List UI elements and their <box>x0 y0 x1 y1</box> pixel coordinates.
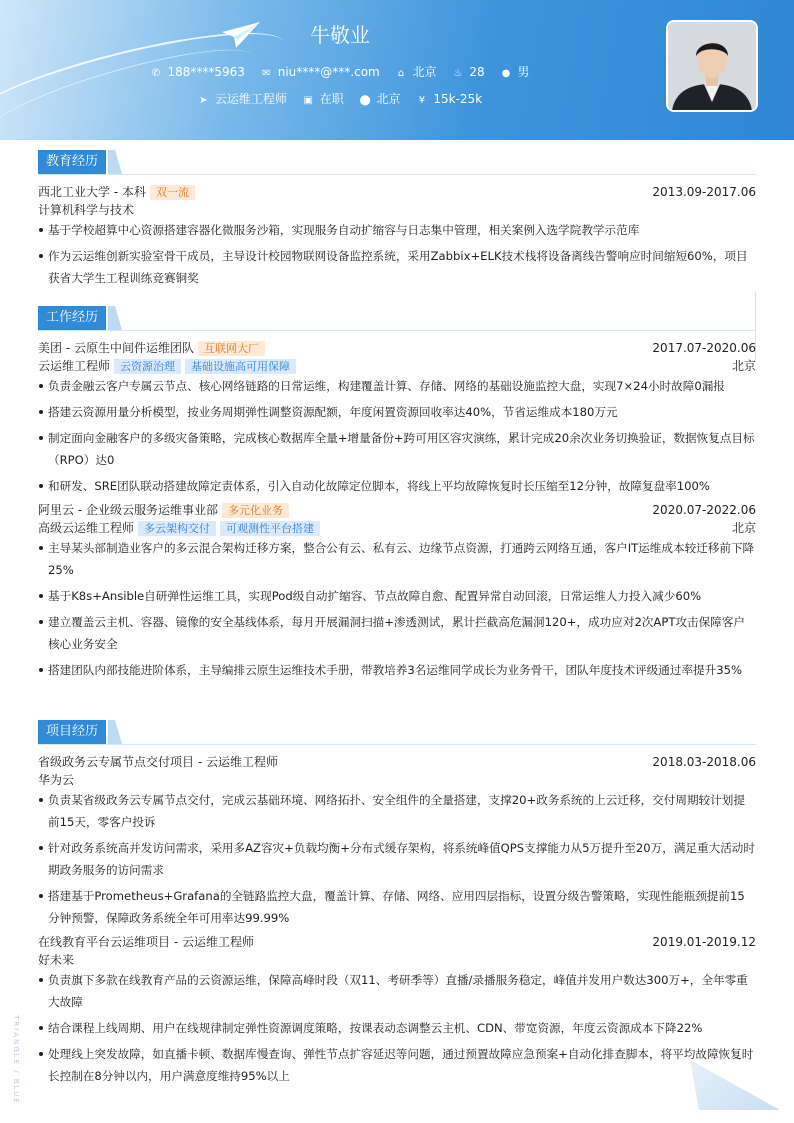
list-item: 搭建基于Prometheus+Grafana的全链路监控大盘，覆盖计算、存储、网络、应用四层指标，设置分级告警策略，实现性能瓶颈提前15分钟预警，保障政务系统全年可用率达99.99% <box>38 885 756 929</box>
project-bullets <box>38 969 756 1087</box>
education-header-row <box>38 183 756 201</box>
project-dates: 2019.01-2019.12 <box>652 935 756 949</box>
school-name: 西北工业大学 - 本科 <box>38 185 146 199</box>
list-item: 基于学校超算中心资源搭建容器化微服务沙箱，实现服务自动扩缩容与日志集中管理，相关案例入选学院教学示范库 <box>38 219 756 241</box>
age-value: 28 <box>469 65 485 79</box>
projects-section <box>38 720 756 1091</box>
project-name: 省级政务云专属节点交付项目 - 云运维工程师 <box>38 755 278 769</box>
project-org-row <box>38 771 756 789</box>
work-title-bar <box>38 306 756 331</box>
project-dates: 2018.03-2018.06 <box>652 755 756 769</box>
phone-icon: ✆ <box>151 68 161 79</box>
send-icon: ➤ <box>199 95 208 106</box>
position-item <box>198 90 287 107</box>
position-value: 云运维工程师 <box>214 92 287 106</box>
list-item: 负责某省级政务云专属节点交付，完成云基础环境、网络拓扑、安全组件的全量搭建，支撑20+政务系统的上云迁移，交付周期较计划提前15天，零客户投诉 <box>38 789 756 833</box>
gender-icon: ● <box>501 68 511 79</box>
project-org: 华为云 <box>38 773 75 787</box>
location-value: 北京 <box>376 92 401 106</box>
home-icon: ⌂ <box>397 68 405 79</box>
briefcase-icon: ▣ <box>303 95 313 106</box>
age-item <box>452 65 484 79</box>
job-dates: 2020.07-2022.06 <box>652 503 756 517</box>
projects-title: 项目经历 <box>38 720 106 744</box>
major-row <box>38 201 756 219</box>
role-tag: 基础设施高可用保障 <box>185 359 296 374</box>
job-city: 北京 <box>731 521 756 535</box>
project-org: 好未来 <box>38 953 75 967</box>
education-title: 教育经历 <box>38 150 106 174</box>
job-role-row <box>38 519 756 537</box>
project-org-row <box>38 951 756 969</box>
education-title-bar <box>38 150 756 175</box>
job-bullets <box>38 537 756 681</box>
job-dates: 2017.07-2020.06 <box>652 341 756 355</box>
project-bullets <box>38 789 756 929</box>
money-icon: ¥ <box>418 95 426 106</box>
work-title: 工作经历 <box>38 306 106 330</box>
candidate-name: 牛敬业 <box>310 23 370 47</box>
city-item <box>396 63 437 80</box>
location-pin-icon: ⬤ <box>359 95 371 106</box>
contact-row <box>0 63 680 80</box>
location-item <box>360 90 401 107</box>
list-item: 制定面向金融客户的多级灾备策略，完成核心数据库全量+增量备份+跨可用区容灾演练，累计完成20余次业务切换验证，数据恢复点目标（RPO）达0 <box>38 427 756 471</box>
side-watermark-text: TRIANGLE / BLUE <box>12 1015 20 1105</box>
job-intent-row <box>0 90 680 107</box>
avatar-photo <box>666 20 758 112</box>
education-dates: 2013.09-2017.06 <box>652 185 756 199</box>
list-item: 搭建团队内部技能进阶体系，主导编排云原生运维技术手册，带教培养3名运维同学成长为业务骨干，团队年度技术评级通过率提升35% <box>38 659 756 681</box>
school-tag: 双一流 <box>150 185 195 200</box>
role-tag: 多云架构交付 <box>138 521 216 536</box>
project-header-row <box>38 753 756 771</box>
role-tag: 云资源治理 <box>114 359 181 374</box>
project-name: 在线教育平台云运维项目 - 云运维工程师 <box>38 935 254 949</box>
company-name: 阿里云 - 企业级云服务运维事业部 <box>38 503 218 517</box>
gender-value: 男 <box>517 65 530 79</box>
list-item: 结合课程上线周期、用户在线规律制定弹性资源调度策略，按课表动态调整云主机、CDN、带宽资源，年度云资源成本下降22% <box>38 1017 756 1039</box>
job-role: 高级云运维工程师 <box>38 521 135 535</box>
job-header-row <box>38 339 756 357</box>
salary-value: 15k-25k <box>433 92 483 106</box>
gender-item <box>501 63 530 80</box>
email-value: niu****@***.com <box>277 65 380 79</box>
list-item: 搭建云资源用量分析模型，按业务周期弹性调整资源配额，年度闲置资源回收率达40%，节省运维成本180万元 <box>38 401 756 423</box>
job-role: 云运维工程师 <box>38 359 111 373</box>
title-tail-decoration <box>108 306 122 330</box>
phone-item <box>150 65 244 79</box>
mail-icon: ✉ <box>262 68 271 79</box>
email-item <box>261 65 380 79</box>
job-role-row <box>38 357 756 375</box>
job-city: 北京 <box>731 359 756 373</box>
major-name: 计算机科学与技术 <box>38 203 135 217</box>
job-bullets <box>38 375 756 497</box>
projects-title-bar <box>38 720 756 745</box>
list-item: 和研发、SRE团队联动搭建故障定责体系，引入自动化故障定位脚本，将线上平均故障恢复时长压缩至12分钟，故障复盘率100% <box>38 475 756 497</box>
list-item: 针对政务系统高并发访问需求，采用多AZ容灾+负载均衡+分布式缓存架构，将系统峰值QPS支撑能力从5万提升至20万，满足重大活动时期政务服务的访问需求 <box>38 837 756 881</box>
list-item: 负责旗下多款在线教育产品的云资源运维，保障高峰时段（双11、考研季等）直播/录播服务稳定，峰值并发用户数达300万+，全年零重大故障 <box>38 969 756 1013</box>
title-tail-decoration <box>108 150 122 174</box>
list-item: 处理线上突发故障，如直播卡顿、数据库慢查询、弹性节点扩容延迟等问题，通过预置故障应急预案+自动化排查脚本，将平均故障恢复时长控制在8分钟以内，用户满意度维持95%以上 <box>38 1043 756 1087</box>
list-item: 作为云运维创新实验室骨干成员，主导设计校园物联网设备监控系统，采用Zabbix+ELK技术栈将设备离线告警响应时间缩短60%，项目获省大学生工程训练竞赛铜奖 <box>38 245 756 289</box>
title-tail-decoration <box>108 720 122 744</box>
avatar-illustration <box>668 22 756 110</box>
phone-value: 188****5963 <box>167 65 245 79</box>
company-name: 美团 - 云原生中间件运维团队 <box>38 341 194 355</box>
status-item <box>303 90 344 107</box>
role-tag: 可观测性平台搭建 <box>220 521 320 536</box>
list-item: 负责金融云客户专属云节点、核心网络链路的日常运维，构建覆盖计算、存储、网络的基础设施监控大盘，实现7×24小时故障0漏报 <box>38 375 756 397</box>
company-tag: 多元化业务 <box>222 503 289 518</box>
education-section <box>38 150 756 293</box>
project-header-row <box>38 933 756 951</box>
job-header-row <box>38 501 756 519</box>
company-tag: 互联网大厂 <box>198 341 265 356</box>
work-section <box>38 306 756 685</box>
list-item: 建立覆盖云主机、容器、镜像的安全基线体系，每月开展漏洞扫描+渗透测试，累计拦截高危漏洞120+，成功应对2次APT攻击保障客户核心业务安全 <box>38 611 756 655</box>
cake-icon: ♨ <box>453 68 463 79</box>
list-item: 基于K8s+Ansible自研弹性运维工具，实现Pod级自动扩缩容、节点故障自愈、配置异常自动回滚，日常运维人力投入减少60% <box>38 585 756 607</box>
list-item: 主导某头部制造业客户的多云混合架构迁移方案，整合公有云、私有云、边缘节点资源，打通跨云网络互通，客户IT运维成本较迁移前下降25% <box>38 537 756 581</box>
education-bullets <box>38 219 756 289</box>
status-value: 在职 <box>319 92 344 106</box>
salary-item <box>416 92 482 106</box>
city-value: 北京 <box>412 65 437 79</box>
